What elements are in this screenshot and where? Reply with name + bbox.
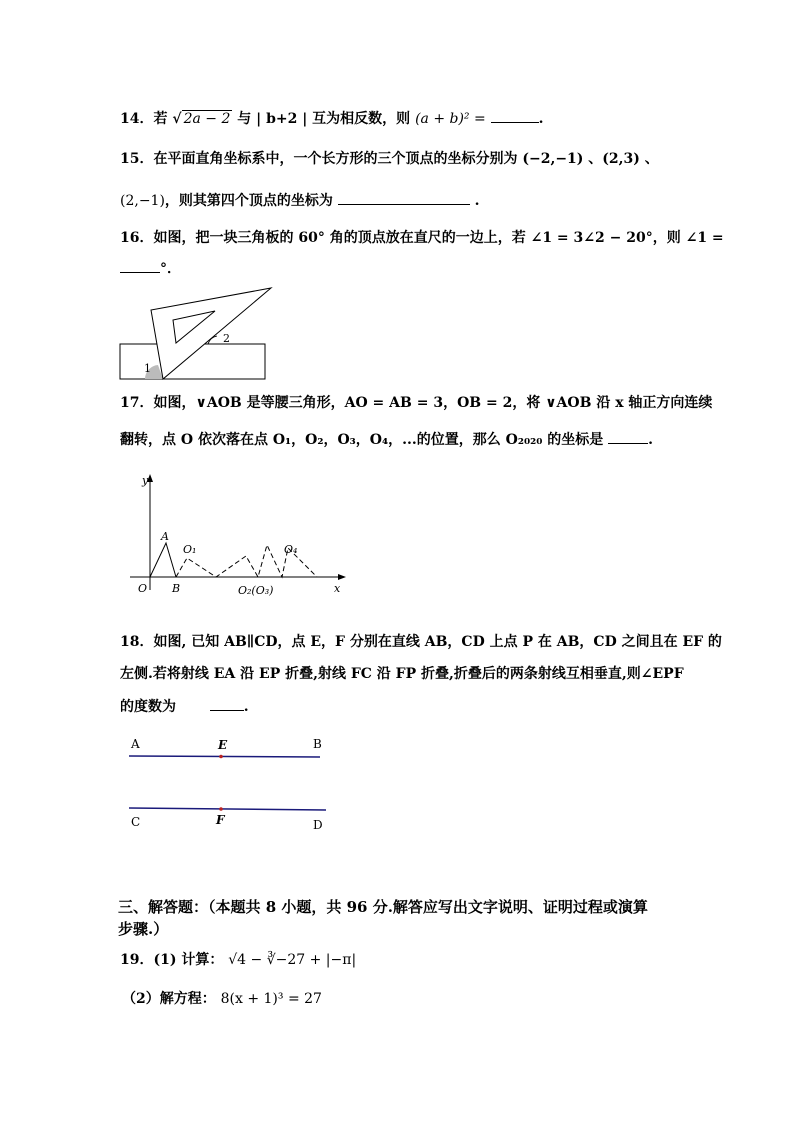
figure-q16 [118,286,278,386]
q16-degree: °． [160,261,181,277]
q16-answer-blank [120,258,160,273]
figure-q17 [124,470,354,604]
q19-part2-expr: 8(x + 1)³ = 27 [220,991,322,1007]
x-axis-arrow [338,574,346,580]
q15-end: . [474,193,480,209]
question-16-line1: 16．如图，把一块三角板的 60° 角的顶点放在直尺的一边上，若 ∠1 = 3∠2 − 20°，则 ∠1 = [120,230,724,246]
angle-2-label: 2 [223,332,230,345]
label-D: D [313,818,323,832]
q15-text: ，则其第四个顶点的坐标为 [164,193,333,209]
q19-part1-label: 19．(1) 计算： [120,952,224,968]
x-label: x [334,582,341,595]
line-CD [129,808,326,810]
q14-end: . [538,111,544,127]
q14-number: 14． [120,111,154,127]
line-AB [129,756,320,757]
q14-answer-blank [491,108,539,123]
point-O2-O3-label: O₂(O₃) [238,584,274,597]
point-A-label: A [161,530,169,543]
question-15-line1: 15．在平面直角坐标系中，一个长方形的三个顶点的坐标分别为 (−2,−1) 、(2,3) 、 [120,151,659,167]
question-14 [120,108,543,129]
point-F [219,807,223,811]
label-B: B [313,737,322,751]
section-3-heading-line1: 三、解答题：（本题共 8 小题，共 96 分.解答应写出文字说明、证明过程或演算 [118,898,648,916]
point-E [219,755,223,759]
question-17-line1: 17．如图，∨AOB 是等腰三角形，AO = AB = 3，OB = 2，将 ∨AOB 沿 x 轴正方向连续 [120,395,713,411]
question-15-line2 [120,190,480,211]
question-16-line2 [120,258,181,279]
ruler-triangle-diagram [118,286,278,382]
point-O1-label: O₁ [183,543,197,556]
q14-sqrt: √ 2a − 2 [172,111,231,127]
q17-answer-blank [608,429,648,444]
question-18-line3 [120,696,249,717]
q14-pre: 若 [153,111,168,127]
triangle-AOB [150,543,176,577]
q19-part2-label: （2）解方程： [122,991,216,1007]
q18-answer-blank [210,696,244,711]
q18-end: . [243,699,249,715]
q17-end: . [648,432,653,448]
section-3-heading-line2: 步骤.） [118,920,169,938]
point-B-label: B [172,582,181,595]
q15-point: (2,−1) [120,193,165,209]
question-19-part1 [120,950,356,970]
set-square [151,288,271,379]
point-O4-label: O₄ [284,543,298,556]
q14-radicand: 2a − 2 [183,111,231,127]
figure-q18 [124,734,334,838]
label-F: F [216,813,225,827]
q18-text: 的度数为 [120,699,176,715]
q17-text: 翻转，点 O 依次落在点 O₁，O₂，O₃，O₄，...的位置，那么 O₂₀₂₀ 的坐标是 [120,432,604,448]
flip-triangle-diagram [124,470,354,600]
question-18-line2: 左侧.若将射线 EA 沿 EP 折叠,射线 FC 沿 FP 折叠,折叠后的两条射线互相垂直,则∠EPF [120,666,684,682]
q15-answer-blank [338,190,470,205]
q19-part1-expr: √4 − ∛−27 + |−π| [228,952,357,968]
y-label: y [142,474,149,487]
question-18-line1: 18．如图, 已知 AB∥CD，点 E，F 分别在直线 AB，CD 上点 P 在 AB，CD 之间且在 EF 的 [120,634,722,650]
angle-1-label: 1 [144,362,151,375]
label-E: E [218,738,228,752]
question-17-line2 [120,429,653,450]
q14-expr: (a + b)² = [415,111,486,127]
parallel-lines-diagram [124,734,334,834]
point-O-label: O [138,582,148,595]
label-A: A [131,737,140,751]
label-C: C [131,815,141,829]
q14-mid: 与 | b+2 | 互为相反数，则 [237,111,411,127]
question-19-part2 [122,989,322,1009]
